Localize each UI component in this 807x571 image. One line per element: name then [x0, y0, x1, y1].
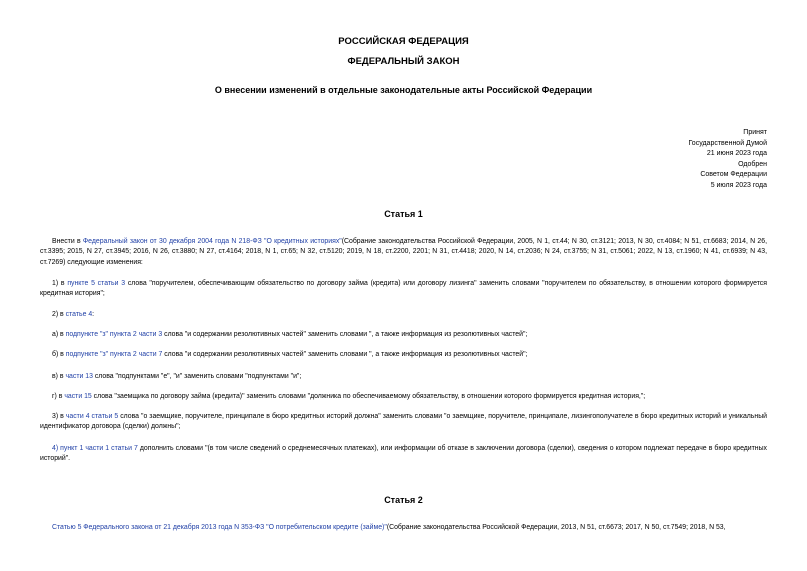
article-2-heading: Статья 2 — [384, 495, 423, 505]
intro-text-rest: (Собрание законодательства Российской Федерации, 2005, N 1, ст.44; N 30, ст.3121; 2013, N 30, ст.4084; N 51, ст.6683; 2014, N 26, ст.3395; 2015, N 27, ст.3945; 2016, N 26, ст.3880; N 27, ст.4164; 2018, N 1, ст.65; N 32, ст.5120; 2019, N 18, ст.2200, 2201; N 31, ст.4418; 2020, N 14, ст.2036; N 24, ст.3755; N 31, ст.5061; 2022, N 13, ст.1960; N 41, ст.6939; N 43, ст.7269) следующие изменения: — [40, 238, 767, 266]
item-2v-text-rest: слова "подпунктами "е", "и" заменить словами "подпунктами "и"; — [92, 373, 302, 380]
article-2-intro-text: (Собрание законодательства Российской Федерации, 2013, N 51, ст.6673; 2017, N 50, ст.7549; 2018, N 53, — [386, 524, 726, 531]
federation-heading: РОССИЙСКАЯ ФЕДЕРАЦИЯ — [338, 36, 469, 47]
item-2a-text-rest: слова "и содержании резолютивных частей" заменить словами ", а также информация из резолютивных частей"; — [162, 331, 528, 338]
law-353-link[interactable]: Статью 5 Федерального закона от 21 декабря 2013 года N 353-ФЗ "О потребительском кредите (займе)" — [52, 524, 387, 531]
item-2v — [40, 372, 767, 382]
item-2g — [40, 392, 767, 402]
item-1-link[interactable]: пункте 5 статьи 3 — [67, 280, 126, 287]
item-2 — [40, 310, 767, 320]
item-2b-link[interactable]: подпункте "з" пункта 2 части 7 — [65, 351, 163, 358]
item-4 — [40, 444, 767, 465]
item-4-link[interactable]: 4) пункт 1 части 1 статьи 7 — [52, 445, 138, 452]
item-2a-link[interactable]: подпункте "з" пункта 2 части 3 — [65, 331, 163, 338]
council-date: 5 июля 2023 года — [710, 181, 767, 189]
item-3-text: 3) в — [52, 413, 66, 420]
article-2-intro — [40, 523, 767, 533]
council-label: Советом Федерации — [700, 171, 767, 179]
item-2g-text-rest: слова "заемщика по договору займа (кредита)" заменить словами "должника по обеспечиваемому обязательству, в отношении которого формируется кредитная история,"; — [91, 393, 646, 400]
duma-label: Государственной Думой — [688, 139, 767, 147]
law-title: О внесении изменений в отдельные законодательные акты Российской Федерации — [214, 85, 593, 95]
article-1-intro — [40, 237, 767, 268]
approved-label: Одобрен — [738, 160, 767, 168]
item-2a — [40, 330, 767, 340]
item-2-text: 2) в — [52, 311, 66, 318]
law-218-link[interactable]: Федеральный закон от 30 декабря 2004 года N 218-ФЗ "О кредитных историях" — [82, 238, 342, 245]
article-1-heading: Статья 1 — [384, 209, 423, 219]
item-1-text: 1) в — [52, 280, 68, 287]
item-2g-text: г) в — [52, 393, 65, 400]
item-3-link[interactable]: части 4 статьи 5 — [65, 413, 119, 420]
item-3-text-rest: слова "о заемщике, поручителе, принципале в бюро кредитных историй должна" заменить словами "о заемщике, поручителе, принципале, лизингополучателе в бюро кредитных историй и уникальный идентификатор договора (сделки) должны"; — [40, 413, 767, 431]
adoption-block — [567, 128, 767, 192]
item-2b-text: б) в — [52, 351, 66, 358]
item-2b — [40, 350, 767, 360]
item-1-text-rest: слова "поручителем, обеспечивающим обязательство по договору займа (кредита) или договору лизинга" заменить словами "поручителем по обязательству, в отношении которого формируется кредитная история"; — [40, 280, 767, 298]
item-2v-text: в) в — [52, 373, 66, 380]
duma-date: 21 июня 2023 года — [706, 150, 767, 158]
item-2-text-rest: : — [92, 311, 95, 318]
item-1 — [40, 279, 767, 300]
item-2v-link[interactable]: части 13 — [65, 373, 93, 380]
adopted-label: Принят — [743, 129, 767, 136]
item-2a-text: а) в — [52, 331, 66, 338]
law-type-heading: ФЕДЕРАЛЬНЫЙ ЗАКОН — [347, 56, 460, 67]
item-2g-link[interactable]: части 15 — [64, 393, 92, 400]
item-2-link[interactable]: статье 4 — [65, 311, 93, 318]
intro-text: Внести в — [52, 238, 83, 245]
item-2b-text-rest: слова "и содержании резолютивных частей" заменить словами ", а также информация из резолютивных частей"; — [162, 351, 528, 358]
item-3 — [40, 412, 767, 433]
item-4-text-rest: дополнить словами "(в том числе сведений о среднемесячных платежах), или информации об отказе в заключении договора (сделки), сведения о котором подлежат передаче в бюро кредитных историй". — [40, 445, 767, 463]
